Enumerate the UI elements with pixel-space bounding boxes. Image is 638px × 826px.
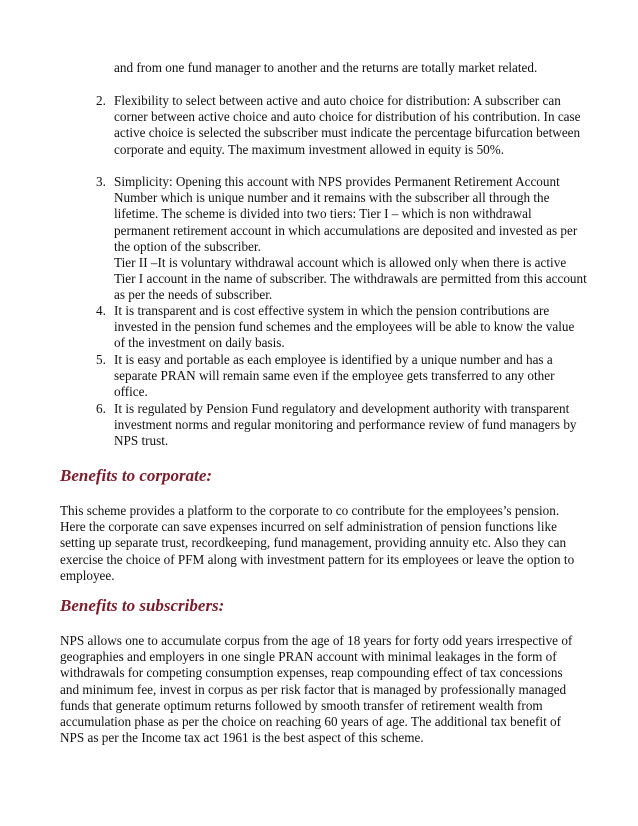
list-number: 6. — [96, 401, 106, 416]
corporate-paragraph: This scheme provides a platform to the corporate to co contribute for the employees’s pension. Here the corporate can save expenses incurred on self administration of pension functions like setting up separate trust, recordkeeping, fund management, providing annuity etc. Also they can exercise the choice of PFM along with investment pattern for its employees or leave the option to employee. — [60, 503, 575, 583]
list-number: 2. — [96, 93, 106, 108]
list-item-text: Tier II –It is voluntary withdrawal account which is allowed only when there is active Tier I account in the name of subscriber. The withdrawals are permitted from this account as per the needs of subscriber. — [114, 255, 587, 303]
section-heading-corporate: Benefits to corporate: — [60, 466, 213, 485]
continuation-text: and from one fund manager to another and the returns are totally market related. — [114, 60, 538, 75]
list-number: 4. — [96, 303, 106, 318]
list-item-text: Flexibility to select between active and auto choice for distribution: A subscriber can corner between active choice and auto choice for distribution of his contribution. In case active choice is selected the subscriber must indicate the percentage bifurcation between corporate and equity. The maximum investment allowed in equity is 50%. — [114, 93, 581, 157]
list-item-5 — [96, 352, 588, 401]
list-number: 5. — [96, 352, 106, 367]
list-item-2 — [96, 93, 588, 158]
list-item-3 — [96, 174, 588, 304]
list-item-6 — [96, 401, 588, 450]
section-heading-subscribers: Benefits to subscribers: — [60, 596, 225, 615]
list-number: 3. — [96, 174, 106, 189]
list-item-text: It is easy and portable as each employee is identified by a unique number and has a separate PRAN will remain same even if the employee gets transferred to any other office. — [114, 352, 555, 400]
list-item-text: It is transparent and is cost effective system in which the pension contributions are invested in the pension fund schemes and the employees will be able to know the value of the investment on daily basis. — [114, 303, 575, 351]
list-item-text: Simplicity: Opening this account with NPS provides Permanent Retirement Account Number which is unique number and it remains with the subscriber all through the lifetime. The scheme is divided into two tiers: Tier I – which is non withdrawal permanent retirement account in which accumulations are deposited and invested as per the option of the subscriber. — [114, 174, 578, 254]
list-item-text: It is regulated by Pension Fund regulatory and development authority with transparent investment norms and regular monitoring and performance review of fund managers by NPS trust. — [114, 401, 577, 449]
list-item-4 — [96, 303, 588, 352]
subscribers-paragraph: NPS allows one to accumulate corpus from the age of 18 years for forty odd years irrespective of geographies and employers in one single PRAN account with minimal leakages in the form of withdrawals for competing consumption expenses, reap compounding effect of tax concessions and minimum fee, invest in corpus as per risk factor that is managed by professionally managed funds that generate optimum returns followed by smooth transfer of retirement wealth from accumulation phase as per the choice on reaching 60 years of age. The additional tax benefit of NPS as per the Income tax act 1961 is the best aspect of this scheme. — [60, 633, 573, 746]
